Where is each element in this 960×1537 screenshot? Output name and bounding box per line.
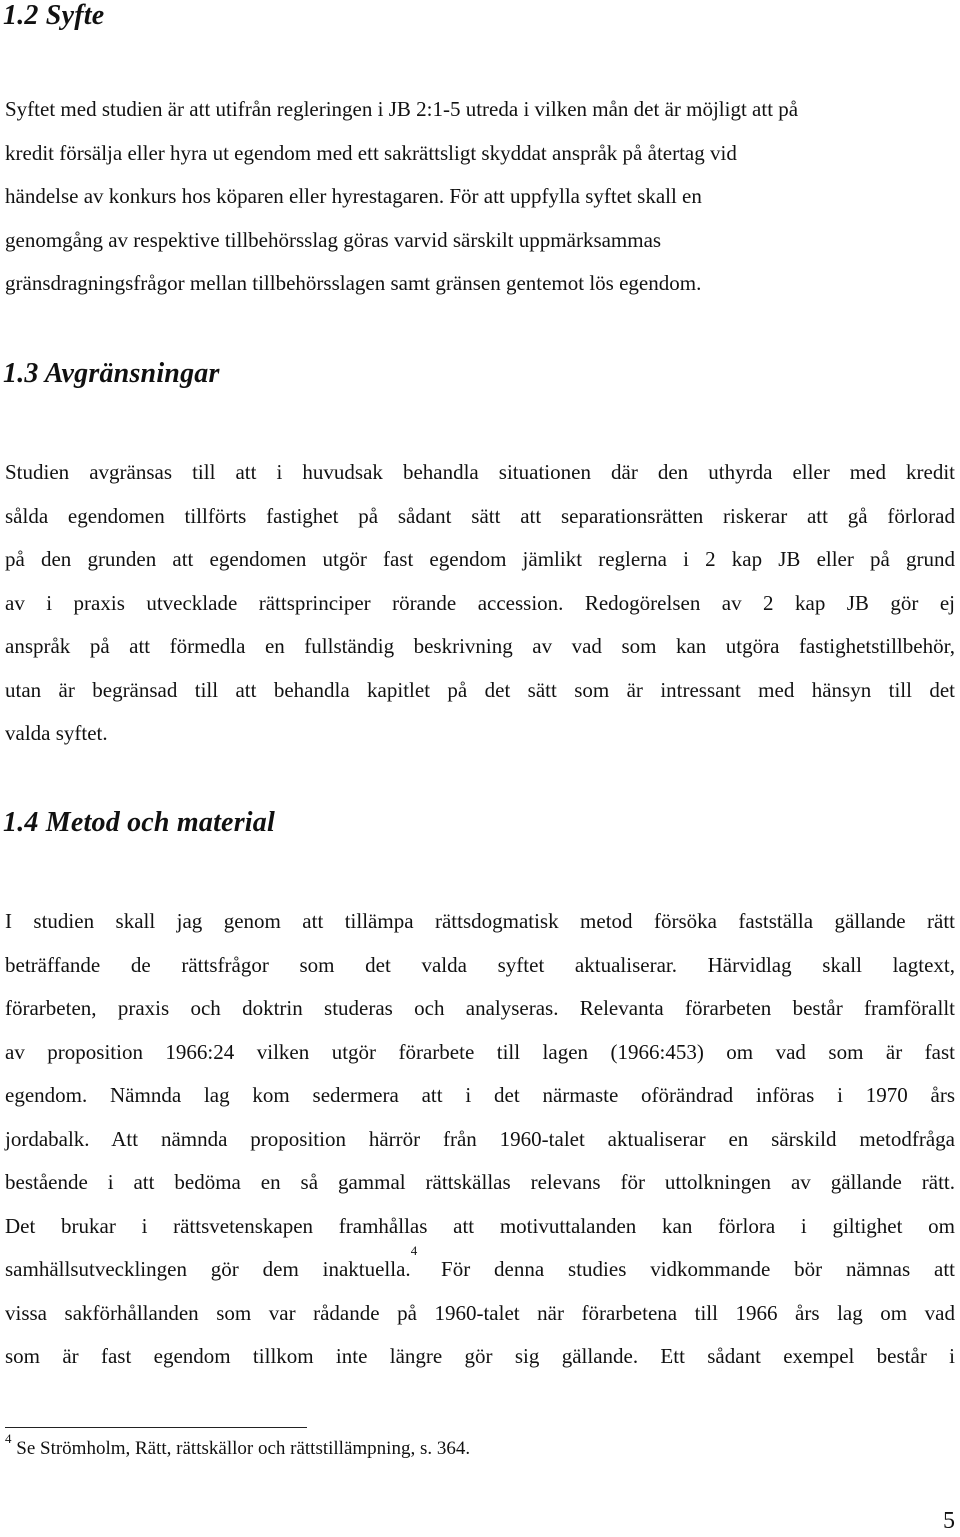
text-line: av i praxis utvecklade rättsprinciper rörande accession. Redogörelsen av 2 kap JB gör ej — [5, 590, 955, 615]
footnote-number: 4 — [5, 1431, 12, 1446]
text-line: valda syftet. — [5, 721, 108, 745]
paragraph-avgransningar — [5, 451, 955, 756]
text-line: sålda egendomen tillförts fastighet på sådant sätt att separationsrätten riskerar att gå förlorad — [5, 503, 955, 528]
heading-syfte: 1.2 Syfte — [3, 0, 105, 31]
footnote-divider — [5, 1427, 307, 1428]
footnote-reference[interactable]: 4 — [410, 1243, 418, 1258]
text-line: anspråk på att förmedla en fullständig beskrivning av vad som kan utgöra fastighetstillbehör, — [5, 634, 955, 658]
text-line: vissa sakförhållanden som var rådande på 1960-talet när förarbetena till 1966 års lag om vad — [5, 1300, 955, 1325]
text-line: Det brukar i rättsvetenskapen framhållas att motivuttalanden kan förlora i giltighet om — [5, 1213, 955, 1238]
heading-avgransningar: 1.3 Avgränsningar — [3, 358, 220, 389]
footnote — [5, 1431, 471, 1462]
footnote-text: Se Strömholm, Rätt, rättskällor och rättstillämpning, s. 364. — [16, 1438, 471, 1459]
text-line: jordabalk. Att nämnda proposition härrör från 1960-talet aktualiserar en särskild metodfråga — [5, 1126, 955, 1151]
text-line: Studien avgränsas till att i huvudsak behandla situationen där den uthyrda eller med kredit — [5, 460, 955, 484]
paragraph-metod — [5, 900, 955, 1379]
page-number: 5 — [943, 1508, 955, 1534]
text-line-with-footnote — [5, 1243, 955, 1292]
text-fragment: För denna studies vidkommande bör nämnas att — [441, 1257, 955, 1281]
paragraph-syfte — [5, 88, 955, 306]
text-line: bestående i att bedöma en så gammal rättskällas relevans för uttolkningen av gällande rätt. — [5, 1170, 955, 1194]
text-line: utan är begränsad till att behandla kapitlet på det sätt som är intressant med hänsyn till det — [5, 677, 955, 702]
text-line: beträffande de rättsfrågor som det valda syftet aktualiserar. Härvidlag skall lagtext, — [5, 952, 955, 977]
text-line: på den grunden att egendomen utgör fast egendom jämlikt reglerna i 2 kap JB eller på grund — [5, 547, 955, 571]
text-line: I studien skall jag genom att tillämpa rättsdogmatisk metod försöka fastställa gällande rätt — [5, 909, 955, 933]
text-line: kredit försälja eller hyra ut egendom med ett sakrättsligt skyddat anspråk på återtag vid — [5, 140, 737, 165]
text-line: av proposition 1966:24 vilken utgör förarbete till lagen (1966:453) om vad som är fast — [5, 1039, 955, 1064]
heading-metod-och-material: 1.4 Metod och material — [3, 807, 275, 838]
text-line: Syftet med studien är att utifrån regleringen i JB 2:1-5 utreda i vilken mån det är möjligt att på — [5, 97, 799, 121]
text-line: genomgång av respektive tillbehörsslag göras varvid särskilt uppmärksammas — [5, 227, 662, 252]
text-line: förarbeten, praxis och doktrin studeras och analyseras. Relevanta förarbeten består framförallt — [5, 996, 955, 1020]
text-line: händelse av konkurs hos köparen eller hyrestagaren. För att uppfylla syftet skall en — [5, 184, 702, 208]
text-line: som är fast egendom tillkom inte längre gör sig gällande. Ett sådant exempel består i — [5, 1344, 955, 1368]
text-fragment: samhällsutvecklingen gör dem inaktuella. — [5, 1257, 411, 1281]
text-line: egendom. Nämnda lag kom sedermera att i det närmaste oförändrad införas i 1970 års — [5, 1083, 955, 1107]
text-line: gränsdragningsfrågor mellan tillbehörsslagen samt gränsen gentemot lös egendom. — [5, 271, 702, 295]
